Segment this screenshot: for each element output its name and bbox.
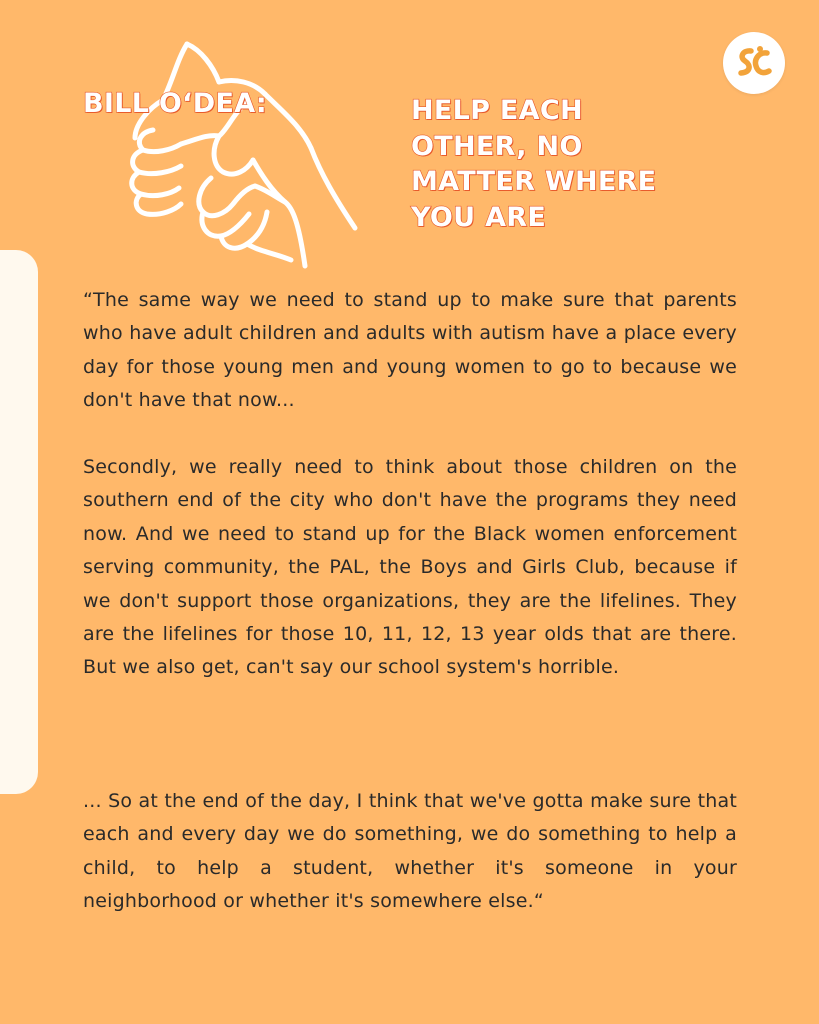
- quote-paragraph-3: ... So at the end of the day, I think that we've gotta make sure that each and every day we do something, we do something to help a child, to help a student, whether it's someone in your neighborhood or whether it's somewhere else.“: [83, 790, 737, 913]
- quote-paragraph-2: Secondly, we really need to think about those children on the southern end of the city who don't have the programs they need now. And we need to stand up for the Black women enforcement serving community, the PAL, the Boys and Girls Club, because if we don't support those organizations, they are the lifelines. They are the lifelines for those 10, 11, 12, 13 year olds that are there. But we also get, can't say our school system's horrible.: [83, 456, 737, 679]
- tagline-line: YOU ARE: [411, 201, 547, 233]
- tagline-line: MATTER WHERE: [411, 166, 657, 197]
- speaker-name: BILL O‘DEA:: [83, 88, 267, 119]
- hands-clasp-icon: [115, 38, 365, 273]
- tagline-line: HELP EACH: [411, 95, 583, 126]
- brand-logo-icon: [723, 32, 785, 94]
- headline-tagline: [411, 93, 711, 235]
- side-tab-decoration: [0, 250, 38, 794]
- tagline-line: OTHER, NO: [411, 130, 583, 162]
- quote-paragraph-1: “The same way we need to stand up to make sure that parents who have adult children and adults with autism have a place every day for those young men and young women to go to because we don't have that now...: [83, 289, 737, 412]
